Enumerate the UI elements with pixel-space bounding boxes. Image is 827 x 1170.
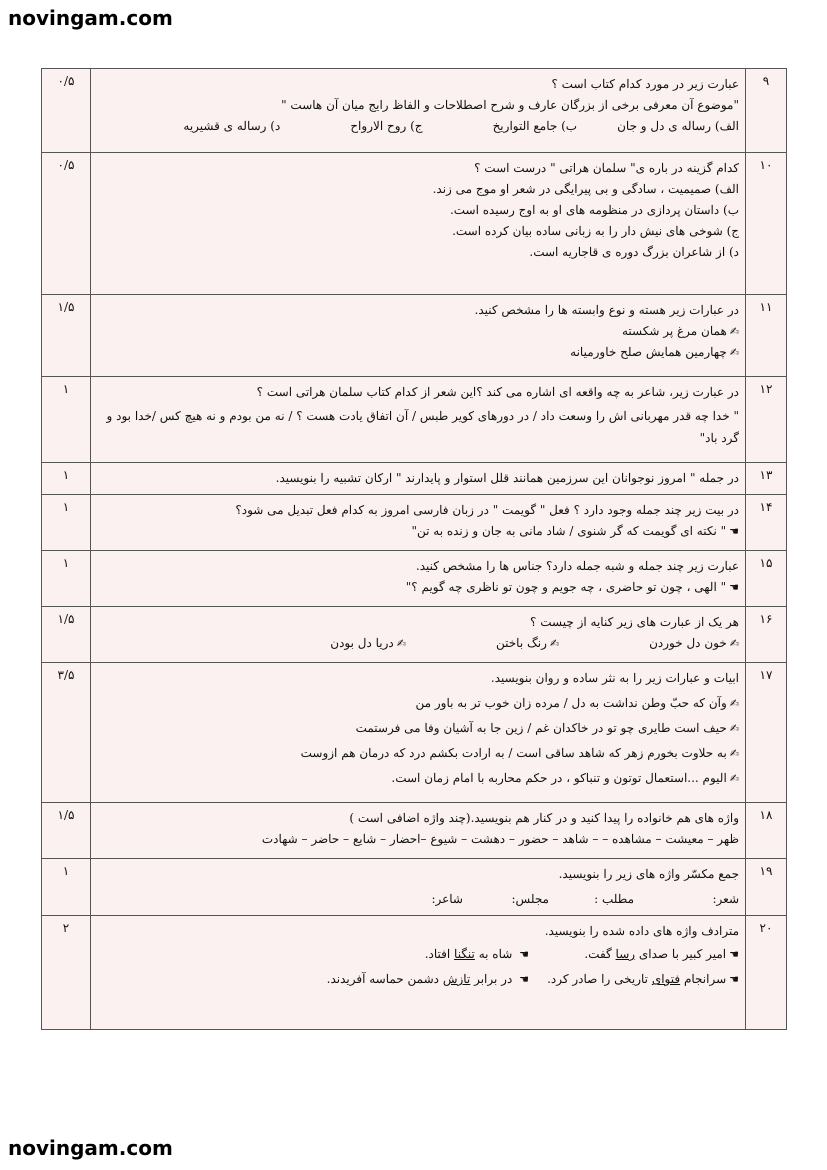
list-item: ✍الیوم ...استعمال توتون و تنباکو ، در حکم محاربه با امام زمان است. [391,771,739,785]
word-list: ظهر – معیشت – مشاهده – – شاهد – حضور – دهشت – شیوع –احضار – شایع – حاضر – شهادت [261,832,739,846]
question-body [91,69,746,153]
table-row [42,495,787,551]
question-text: مترادف واژه های داده شده را بنویسید. [544,924,739,938]
question-text: در بیت زیر چند جمله وجود دارد ؟ فعل " گویمت " در زبان فارسی امروز به کدام فعل تبدیل می شود؟ [235,503,739,517]
items-row [97,891,739,908]
exam-table [41,68,787,1030]
question-body [91,463,746,495]
question-score: ۱/۵ [42,803,91,859]
pen-icon: ✍ [729,772,739,785]
pen-icon: ✍ [729,637,739,650]
option: ب) جامع التواریخ [492,119,578,133]
option: الف) صمیمیت ، سادگی و بی پیرایگی در شعر او موج می زند. [432,182,739,196]
question-number: ۱۵ [746,551,787,607]
table-row [42,463,787,495]
question-number: ۱۲ [746,377,787,463]
list-item: ✍چهارمین همایش صلح خاورمیانه [570,345,739,359]
table-row [42,803,787,859]
options-row [97,118,739,135]
pointer-hand-icon: ☚ [729,973,739,986]
word-item: مطلب : [594,892,634,906]
table-row [42,153,787,295]
question-number: ۱۷ [746,663,787,803]
question-score: ۱ [42,463,91,495]
question-score: ۱ [42,551,91,607]
list-item: ✍خون دل خوردن [649,636,739,650]
option: ج) شوخی های نیش دار را به زبانی ساده بیان کرده است. [452,224,739,238]
question-quote: " خدا چه قدر مهربانی اش را وسعت داد / در دورهای کویر طبس / آن اتفاق یادت هست ؟ / نه من بودم و نه هیچ کس /خدا بود و گرد باد" [106,409,739,445]
question-body [91,495,746,551]
question-text: عبارت زیر در مورد کدام کتاب است ؟ [551,77,739,91]
question-score: ۲ [42,916,91,1030]
question-number: ۱۳ [746,463,787,495]
question-text: جمع مکسّر واژه های زیر را بنویسید. [558,867,739,881]
pen-icon: ✍ [729,325,739,338]
table-row [42,295,787,377]
option: د) از شاعران بزرگ دوره ی قاجاریه است. [529,245,739,259]
table-row [42,377,787,463]
pen-icon: ✍ [729,747,739,760]
question-number: ۹ [746,69,787,153]
option: الف) رساله ی دل و جان [617,119,739,133]
pointer-hand-icon: ☚ [729,525,739,538]
question-score: ۱/۵ [42,295,91,377]
list-item: ✍به حلاوت بخورم زهر که شاهد ساقی است / به ارادت بکشم درد که درمان هم ازوست [300,746,739,760]
question-body [91,607,746,663]
sentence-row [97,946,739,963]
table-row [42,859,787,916]
question-score: ۳/۵ [42,663,91,803]
pointer-hand-icon: ☚ [729,948,739,961]
site-watermark-top: novingam.com [8,6,173,30]
question-body [91,551,746,607]
question-score: ۱ [42,859,91,916]
sentence-row [97,971,739,988]
question-text: واژه های هم خانواده را پیدا کنید و در کنار هم بنویسید.(چند واژه اضافی است ) [349,811,739,825]
table-row [42,607,787,663]
pointer-hand-icon: ☚ [729,581,739,594]
question-text: هر یک از عبارت های زیر کنایه از چیست ؟ [530,615,739,629]
verse-line: ☚" نکته ای گویمت که گر شنوی / شاد مانی به جان و زنده به تن" [411,524,739,538]
question-body [91,153,746,295]
question-number: ۱۸ [746,803,787,859]
table-row [42,916,787,1030]
list-item: ✍رنگ باختن [496,636,560,650]
question-body [91,377,746,463]
question-quote: "موضوع آن معرفی برخی از بزرگان عارف و شرح اصطلاحات و الفاظ رایج میان آن هاست " [281,98,739,112]
sentence: ☚امیر کبیر با صدای رسا گفت. [584,947,739,961]
question-text: کدام گزینه در باره ی" سلمان هراتی " درست است ؟ [474,161,739,175]
question-number: ۱۰ [746,153,787,295]
question-number: ۱۴ [746,495,787,551]
question-score: ۱ [42,377,91,463]
question-number: ۱۶ [746,607,787,663]
question-number: ۱۹ [746,859,787,916]
question-body [91,916,746,1030]
word-item: مجلس: [511,892,549,906]
question-text: ابیات و عبارات زیر را به نثر ساده و روان بنویسید. [490,671,739,685]
question-text: در جمله " امروز نوجوانان این سرزمین همانند قلل استوار و پایدارند " ارکان تشبیه را بنویسید. [275,471,739,485]
question-text: عبارت زیر چند جمله و شبه جمله دارد؟ جناس ها را مشخص کنید. [415,559,739,573]
option: د) رساله ی قشیریه [183,119,281,133]
question-body [91,803,746,859]
question-score: ۱ [42,495,91,551]
question-text: در عبارات زیر هسته و نوع وابسته ها را مشخص کنید. [474,303,739,317]
sentence: ☚سرانجام فتوای تاریخی را صادر کرد. [547,972,739,986]
sentence: ☚ در برابر تازش دشمن حماسه آفریدند. [326,972,529,986]
table-row [42,551,787,607]
word-item: شاعر: [431,892,463,906]
sentence: ☚ شاه به تنگنا افتاد. [424,947,529,961]
question-body [91,295,746,377]
list-item: ✍وآن که حبّ وطن نداشت به دل / مرده زان خوب تر به باور من [415,696,739,710]
pen-icon: ✍ [729,722,739,735]
option: ب) داستان پردازی در منظومه های او به اوج رسیده است. [449,203,739,217]
site-watermark-bottom: novingam.com [8,1136,173,1160]
question-text: در عبارت زیر، شاعر به چه واقعه ای اشاره می کند ؟این شعر از کدام کتاب سلمان هراتی است ؟ [256,385,739,399]
pointer-hand-icon: ☚ [519,948,529,961]
pen-icon: ✍ [396,637,406,650]
list-item: ✍دریا دل بودن [330,636,406,650]
word-item: شعر: [712,892,739,906]
pen-icon: ✍ [729,346,739,359]
question-score: ۰/۵ [42,69,91,153]
verse-line: ☚" الهی ، چون تو حاضری ، چه جویم و چون تو ناظری چه گویم ؟" [405,580,739,594]
list-item: ✍همان مرغ پر شکسته [621,324,739,338]
question-number: ۲۰ [746,916,787,1030]
pen-icon: ✍ [729,697,739,710]
question-score: ۱/۵ [42,607,91,663]
option: ج) روح الارواح [350,119,423,133]
pointer-hand-icon: ☚ [519,973,529,986]
question-body [91,859,746,916]
question-body [91,663,746,803]
table-row [42,663,787,803]
pen-icon: ✍ [549,637,560,650]
question-number: ۱۱ [746,295,787,377]
table-row [42,69,787,153]
list-item: ✍حیف است طایری چو تو در خاکدان غم / زین جا به آشیان وفا می فرستمت [355,721,739,735]
question-score: ۰/۵ [42,153,91,295]
items-row [97,635,739,652]
